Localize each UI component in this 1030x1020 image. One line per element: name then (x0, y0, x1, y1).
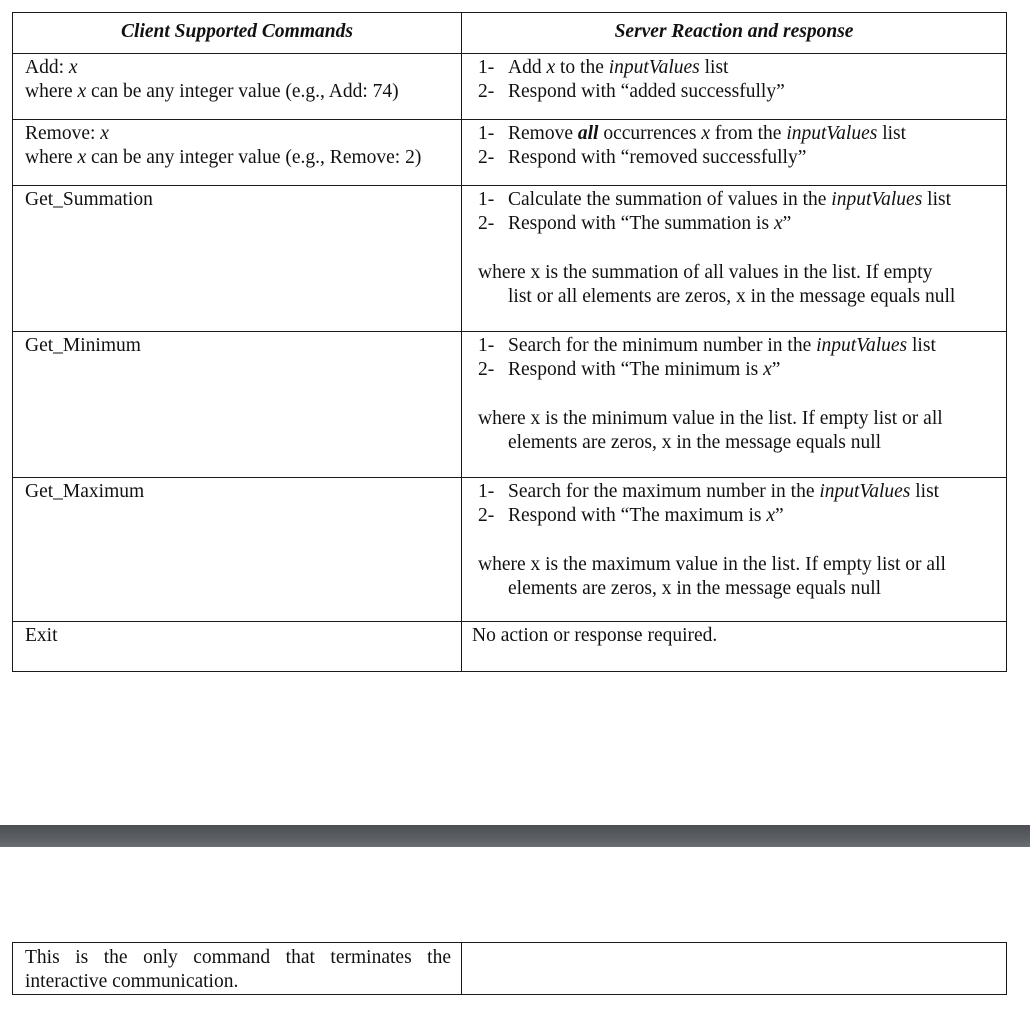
reaction-cell-summation (462, 186, 1007, 332)
reaction-cell-remove (462, 120, 1007, 186)
header-client-commands: Client Supported Commands (13, 13, 462, 54)
command-cell-maximum (13, 478, 462, 622)
reaction-summation-note: where x is the summation of all values in the list. If empty list or all elements are zeros, x in the message equals null (478, 262, 956, 307)
command-add: Add: x (25, 57, 78, 78)
table-row-add (13, 54, 1007, 120)
reaction-minimum-step-2: 2- Respond with “The minimum is x” (478, 359, 781, 380)
reaction-summation-step-1: 1- Calculate the summation of values in the inputValues list (478, 189, 952, 210)
table-row-maximum (13, 478, 1007, 622)
reaction-cell-add (462, 54, 1007, 120)
header-server-reaction: Server Reaction and response (462, 13, 1007, 54)
exit-note: This is the only command that terminates the interactive communication. (25, 947, 451, 992)
reaction-summation-step-2: 2- Respond with “The summation is x” (478, 213, 792, 234)
table-row-remove (13, 120, 1007, 186)
exit-note-cell (13, 943, 462, 995)
reaction-remove-step-1: 1- Remove all occurrences x from the inputValues list (478, 123, 907, 144)
reaction-cell-exit (462, 622, 1007, 672)
command-cell-exit (13, 622, 462, 672)
command-cell-summation (13, 186, 462, 332)
command-cell-minimum (13, 332, 462, 478)
reaction-maximum-note: where x is the maximum value in the list. If empty list or all elements are zeros, x in the message equals null (478, 554, 946, 599)
reaction-add-step-2: 2- Respond with “added successfully” (478, 81, 785, 102)
empty-reaction-cell (462, 943, 1007, 995)
command-get-minimum: Get_Minimum (25, 335, 141, 356)
header-row (13, 13, 1007, 54)
reaction-cell-maximum (462, 478, 1007, 622)
reaction-remove-step-2: 2- Respond with “removed successfully” (478, 147, 807, 168)
continuation-table (12, 942, 1007, 995)
command-add-description: where x can be any integer value (e.g., Add: 74) (25, 81, 399, 102)
reaction-cell-minimum (462, 332, 1007, 478)
reaction-exit: No action or response required. (472, 625, 718, 646)
command-get-summation: Get_Summation (25, 189, 153, 210)
command-remove-description: where x can be any integer value (e.g., Remove: 2) (25, 147, 422, 168)
reaction-maximum-step-2: 2- Respond with “The maximum is x” (478, 505, 784, 526)
command-exit: Exit (25, 625, 58, 646)
commands-table (12, 12, 1007, 672)
reaction-maximum-step-1: 1- Search for the maximum number in the inputValues list (478, 481, 940, 502)
table-row-exit (13, 622, 1007, 672)
reaction-add-step-1: 1- Add x to the inputValues list (478, 57, 729, 78)
reaction-minimum-step-1: 1- Search for the minimum number in the inputValues list (478, 335, 936, 356)
command-get-maximum: Get_Maximum (25, 481, 145, 502)
table-row-minimum (13, 332, 1007, 478)
command-cell-add (13, 54, 462, 120)
command-cell-remove (13, 120, 462, 186)
table-row-summation (13, 186, 1007, 332)
page-divider-bar (0, 825, 1030, 847)
reaction-minimum-note: where x is the minimum value in the list. If empty list or all elements are zeros, x in the message equals null (478, 408, 943, 453)
table-row-exit-continued (13, 943, 1007, 995)
command-remove: Remove: x (25, 123, 109, 144)
